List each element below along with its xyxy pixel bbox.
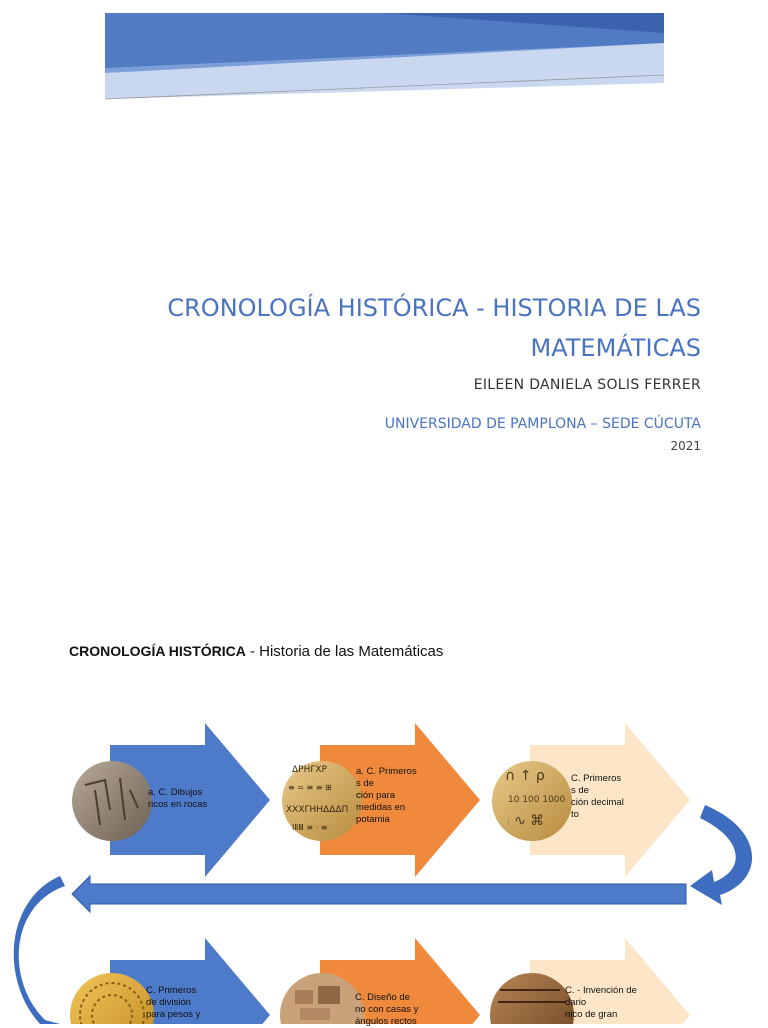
svg-text:≡ = ≡ ≡ ⊞: ≡ = ≡ ≡ ⊞ <box>288 783 332 792</box>
section-heading-bold: CRONOLOGÍA HISTÓRICA <box>69 643 246 659</box>
svg-text:10 100 1000: 10 100 1000 <box>508 795 566 805</box>
cuneiform-tablet-image <box>282 761 362 841</box>
svg-text:ⅠⅡⅢ ≡ · ≡: ⅠⅡⅢ ≡ · ≡ <box>292 823 328 832</box>
egyptian-numerals-image <box>492 761 572 841</box>
timeline-step-4-text: C. Primeros de división para pesos y <box>146 985 201 1020</box>
title-line-1: CRONOLOGÍA HISTÓRICA - HISTORIA DE LAS <box>167 294 701 322</box>
svg-text:XXXΓΗΗΔΔΔΠ: XXXΓΗΗΔΔΔΠ <box>286 805 349 815</box>
svg-text:∩ ↑ ρ: ∩ ↑ ρ <box>505 768 545 784</box>
author-name: EILEEN DANIELA SOLIS FERRER <box>473 377 701 393</box>
svg-text:𓏺 ∿ ⌘: 𓏺 ∿ ⌘ <box>508 813 545 829</box>
header-banner <box>105 13 664 101</box>
timeline-step-1-text: a. C. Dibujos ricos en rocas <box>148 787 208 810</box>
timeline-step-6-text: C. - Invención de dario nico de gran <box>565 985 637 1020</box>
title-line-2: MATEMÁTICAS <box>530 334 701 362</box>
document-title <box>101 288 701 368</box>
section-heading <box>69 643 443 660</box>
return-arrow <box>72 876 686 912</box>
section-heading-rest: - Historia de las Matemáticas <box>245 643 444 660</box>
university-name: UNIVERSIDAD DE PAMPLONA – SEDE CÚCUTA <box>384 416 701 432</box>
svg-text:ΔΡΗΓΧΡ: ΔΡΗΓΧΡ <box>292 765 327 775</box>
document-year: 2021 <box>670 439 701 453</box>
timeline-step-5-text: C. Diseño de no con casas y ángulos rectos <box>355 992 419 1027</box>
timeline-step-2-text: a. C. Primeros s de ción para medidas en potamia <box>356 766 417 825</box>
curved-connector-left <box>14 876 65 1024</box>
timeline-diagram <box>0 690 768 1024</box>
carved-rock-image <box>72 761 152 841</box>
curved-connector-right <box>690 805 752 905</box>
timeline-step-3-text: C. Primeros s de ción decimal to <box>571 773 624 820</box>
